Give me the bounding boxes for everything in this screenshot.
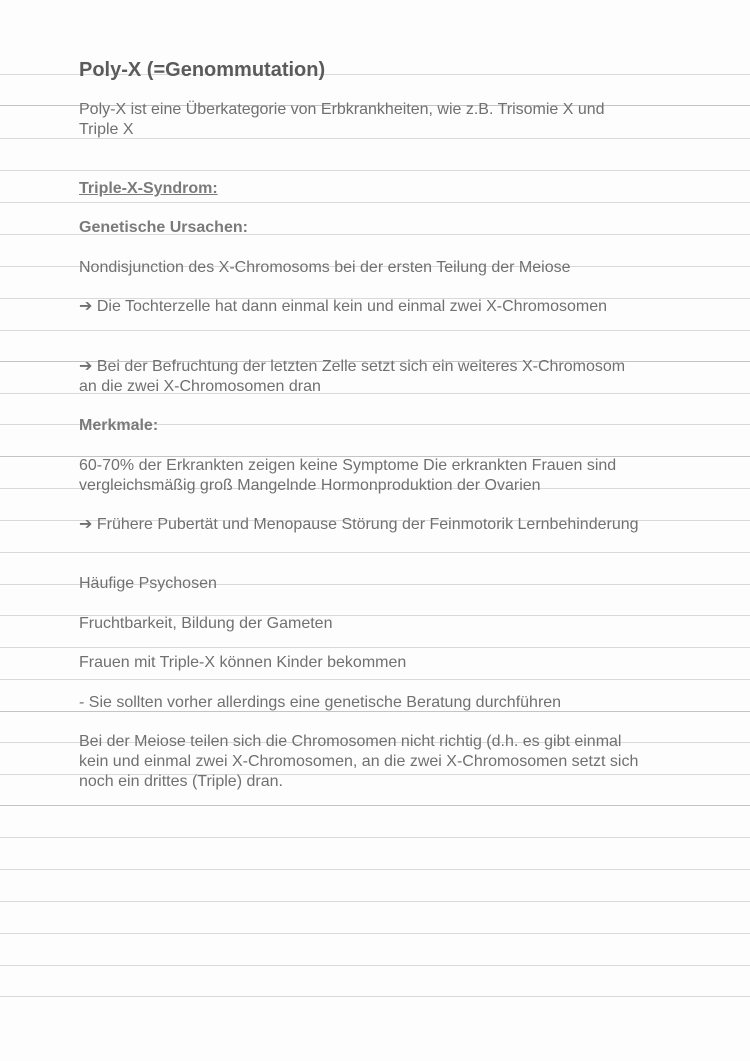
ruled-line	[0, 647, 750, 648]
document-title: Poly-X (=Genommutation)	[79, 59, 326, 81]
ruled-line	[0, 679, 750, 680]
ruled-line	[0, 901, 750, 902]
feature-paragraph: Fruchtbarkeit, Bildung der Gameten	[79, 615, 333, 632]
feature-paragraph: Bei der Meiose teilen sich die Chromosomen nicht richtig (d.h. es gibt einmal kein und einmal zwei X-Chromosomen, an die zwei X-Chromosomen setzt sich noch ein drittes (Triple) dran.	[79, 733, 639, 790]
ruled-line	[0, 202, 750, 203]
feature-paragraph: 60-70% der Erkrankten zeigen keine Symptome Die erkrankten Frauen sind vergleichsmäßig groß Mangelnde Hormonproduktion der Ovarien	[79, 457, 617, 494]
ruled-line	[0, 330, 750, 331]
ruled-line	[0, 552, 750, 553]
causes-heading: Genetische Ursachen:	[79, 219, 248, 236]
cause-paragraph: Nondisjunction des X-Chromosoms bei der ersten Teilung der Meiose	[79, 259, 571, 276]
ruled-line	[0, 170, 750, 171]
ruled-line	[0, 933, 750, 934]
feature-paragraph: ➔ Frühere Pubertät und Menopause Störung der Feinmotorik Lernbehinderung	[79, 516, 639, 533]
feature-paragraph: Frauen mit Triple-X können Kinder bekommen	[79, 654, 407, 671]
ruled-line	[0, 805, 750, 806]
ruled-line	[0, 837, 750, 838]
feature-paragraph: Häufige Psychosen	[79, 575, 217, 592]
ruled-line	[0, 965, 750, 966]
syndrome-heading: Triple-X-Syndrom:	[79, 180, 218, 197]
ruled-line	[0, 996, 750, 997]
cause-paragraph: ➔ Die Tochterzelle hat dann einmal kein und einmal zwei X-Chromosomen	[79, 298, 608, 315]
feature-paragraph: - Sie sollten vorher allerdings eine genetische Beratung durchführen	[79, 694, 562, 711]
ruled-line	[0, 869, 750, 870]
features-heading: Merkmale:	[79, 417, 159, 434]
intro-paragraph: Poly-X ist eine Überkategorie von Erbkrankheiten, wie z.B. Trisomie X und Triple X	[79, 101, 605, 138]
cause-paragraph: ➔ Bei der Befruchtung der letzten Zelle setzt sich ein weiteres X-Chromosom an die zwei X-Chromosomen dran	[79, 358, 626, 395]
